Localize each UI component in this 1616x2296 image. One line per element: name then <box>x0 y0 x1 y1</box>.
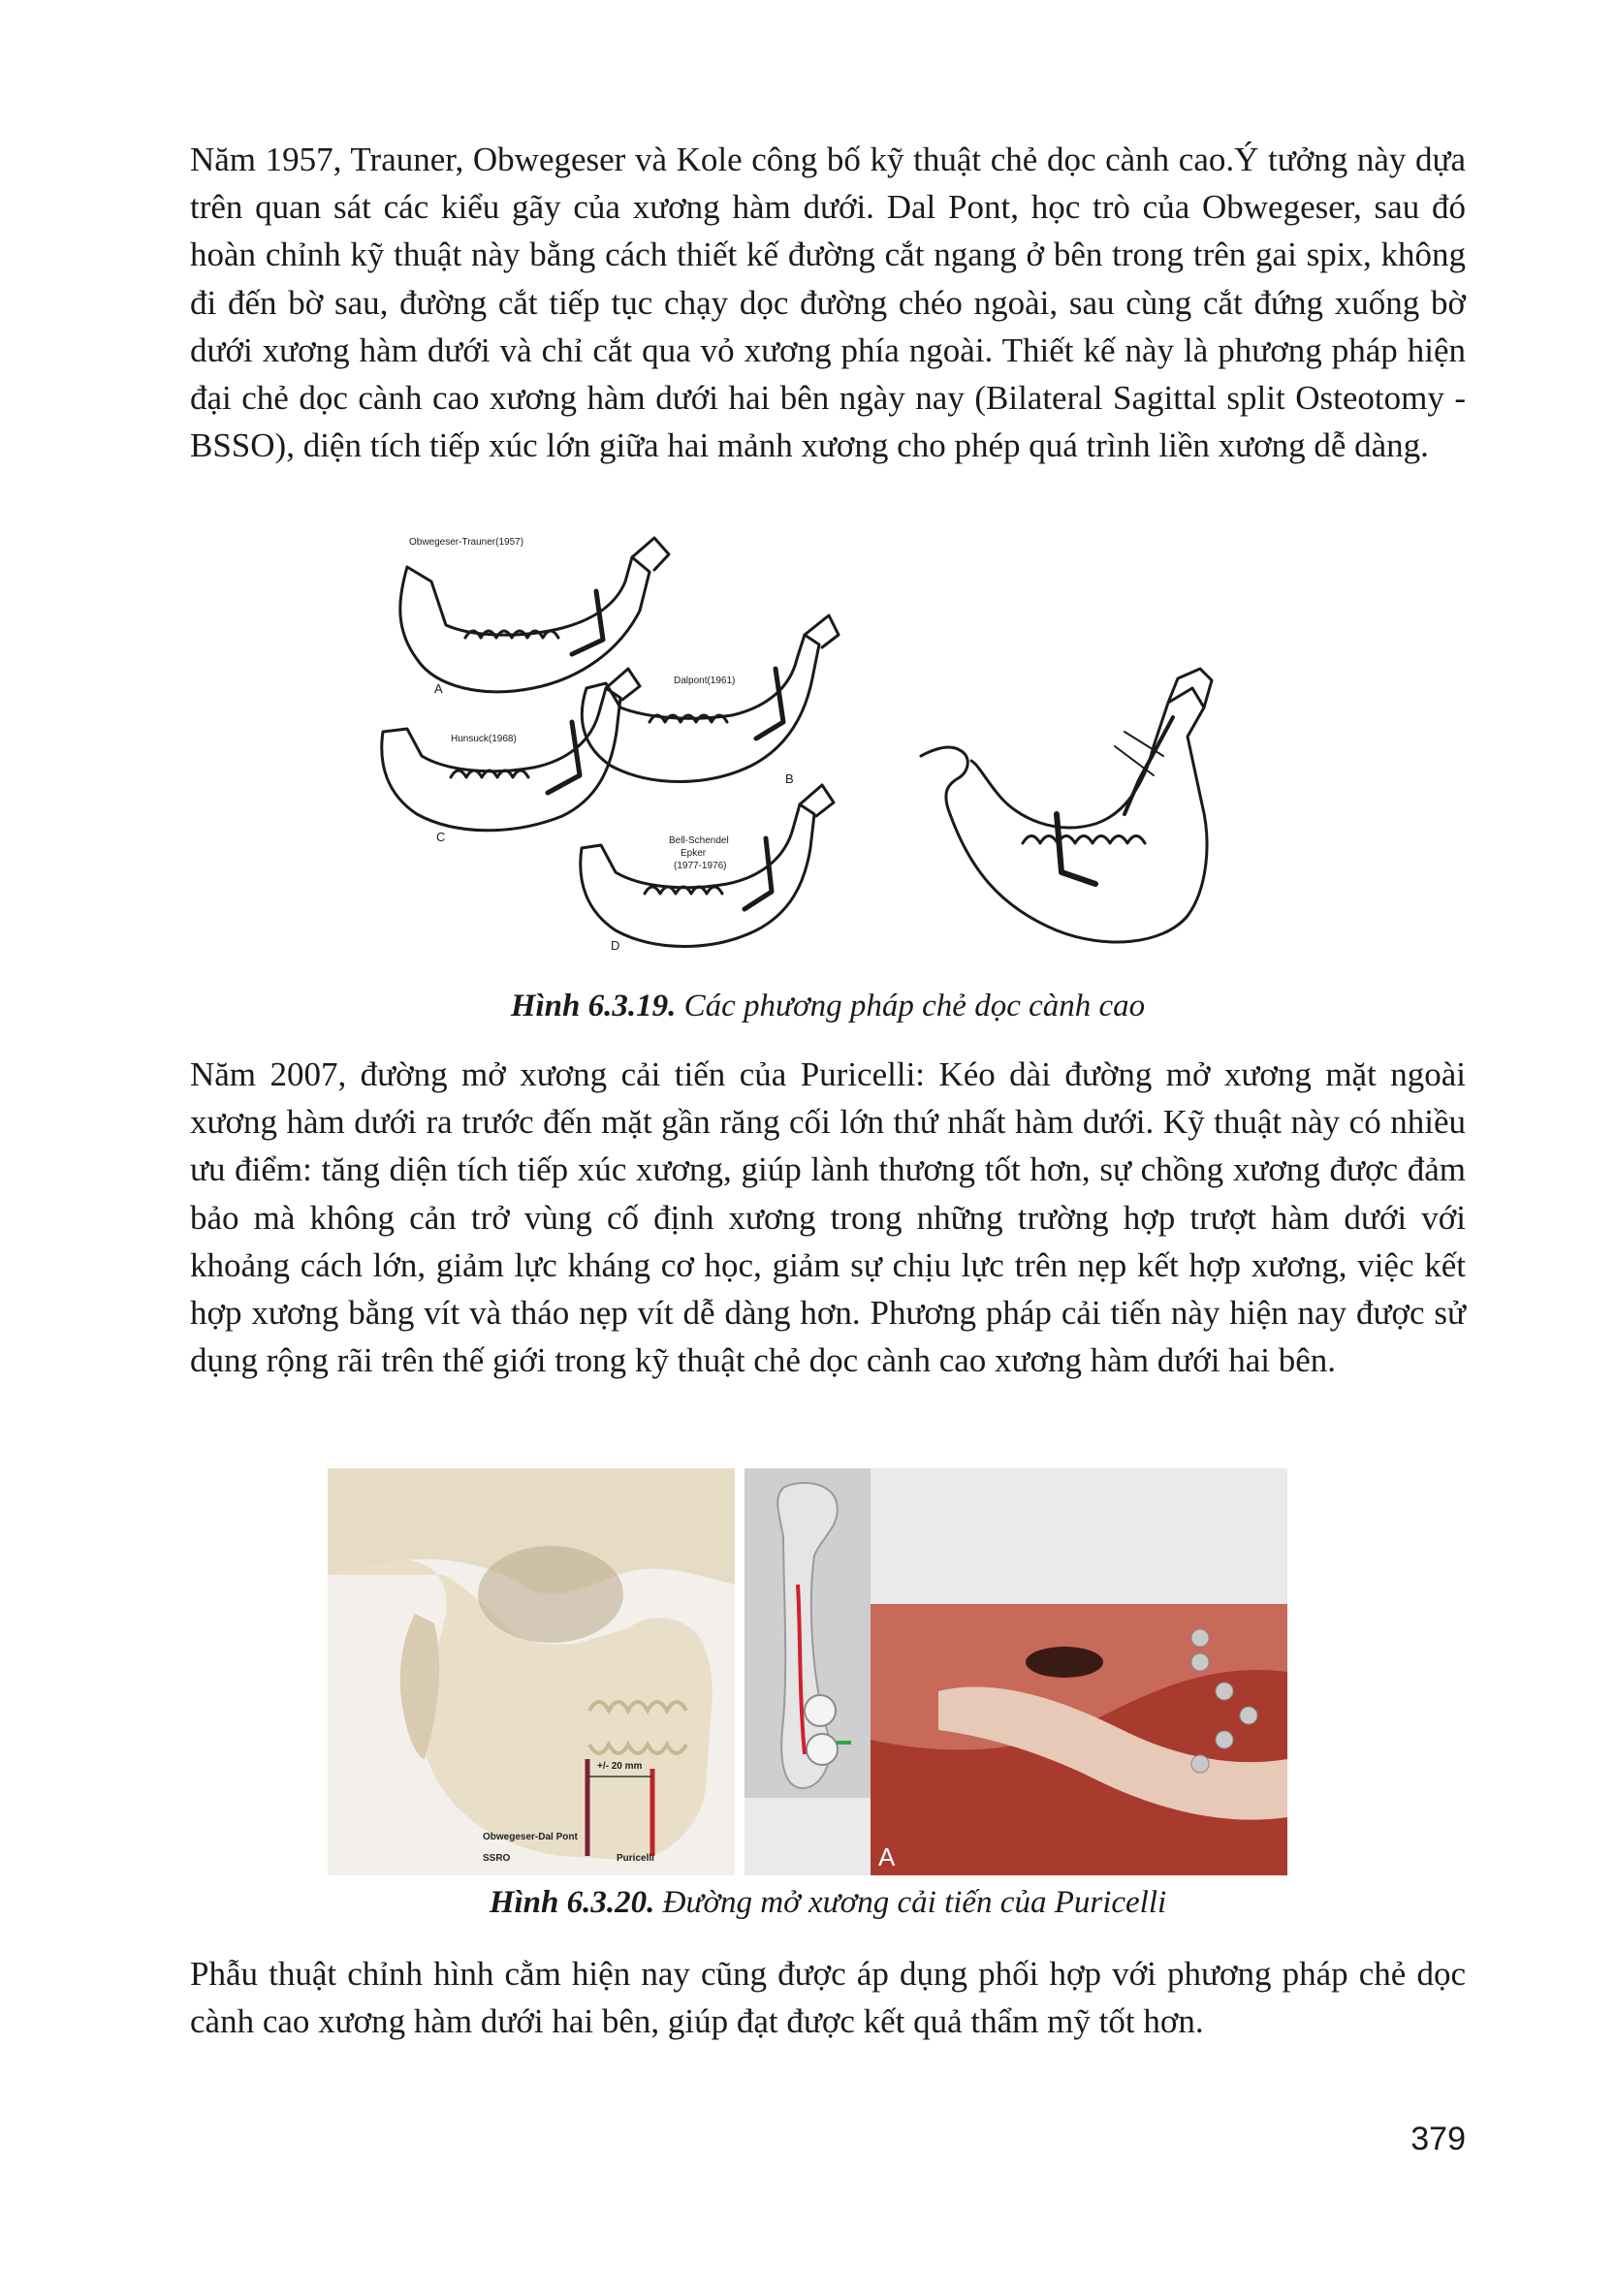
label-panel-a: A <box>878 1842 896 1871</box>
figure-6-3-20-caption <box>190 1885 1466 1921</box>
caption-label: Hình 6.3.19. <box>510 989 677 1023</box>
skull-photo <box>328 1468 735 1875</box>
label-b: B <box>785 771 794 786</box>
label-obwegeser-dalpont: Obwegeser-Dal Pont <box>483 1832 578 1842</box>
mandible-line-drawings <box>378 523 1231 979</box>
caption-text: Các phương pháp chẻ dọc cành cao <box>676 989 1146 1023</box>
caption-text: Đường mở xương cải tiến của Puricelli <box>654 1885 1167 1920</box>
paragraph-genioplasty: Phẫu thuật chỉnh hình cằm hiện nay cũng được áp dụng phối hợp với phương pháp chẻ dọc cành cao xương hàm dưới hai bên, giúp đạt được kết quả thẩm mỹ tốt hơn. <box>190 1955 1466 2041</box>
mandible-drawing-large <box>921 669 1212 942</box>
label-obwegeser-trauner: Obwegeser-Trauner(1957) <box>409 537 524 548</box>
label-hunsuck: Hunsuck(1968) <box>451 734 517 744</box>
label-puricelli: Puricelli <box>617 1853 654 1864</box>
figure-sagittal-split-methods <box>378 523 1231 979</box>
label-c: C <box>436 830 446 844</box>
label-dalpont: Dalpont(1961) <box>674 676 736 686</box>
mandible-drawing-c <box>382 669 640 831</box>
label-bell-1: Bell-Schendel <box>669 835 729 846</box>
label-d: D <box>611 938 620 953</box>
page-number: 379 <box>1410 2121 1466 2157</box>
label-a: A <box>434 681 443 696</box>
xray-surgery-photo <box>745 1468 1287 1875</box>
label-ssro: SSRO <box>483 1853 511 1864</box>
caption-label: Hình 6.3.20. <box>489 1885 655 1920</box>
figure-6-3-19-caption <box>190 989 1466 1024</box>
label-measure: +/- 20 mm <box>597 1761 643 1772</box>
label-bell-3: (1977-1976) <box>674 861 727 871</box>
paragraph-bsso-history: Năm 1957, Trauner, Obwegeser và Kole công bố kỹ thuật chẻ dọc cành cao.Ý tưởng này dựa trên quan sát các kiểu gãy của xương hàm dưới. Dal Pont, học trò của Obwegeser, sau đó hoàn chỉnh kỹ thuật này bằng cách thiết kế đường cắt ngang ở bên trong trên gai spix, không đi đến bờ sau, đường cắt tiếp tục chạy dọc đường chéo ngoài, sau cùng cắt đứng xuống bờ dưới xương hàm dưới và chỉ cắt qua vỏ xương phía ngoài. Thiết kế này là phương pháp hiện đại chẻ dọc cành cao xương hàm dưới hai bên ngày nay (Bilateral Sagittal split Osteotomy - BSSO), diện tích tiếp xúc lớn giữa hai mảnh xương cho phép quá trình liền xương dễ dàng. <box>190 141 1466 465</box>
label-bell-2: Epker <box>681 848 707 859</box>
paragraph-puricelli: Năm 2007, đường mở xương cải tiến của Puricelli: Kéo dài đường mở xương mặt ngoài xương hàm dưới ra trước đến mặt gần răng cối lớn thứ nhất hàm dưới. Kỹ thuật này có nhiều ưu điểm: tăng diện tích tiếp xúc xương, giúp lành thương tốt hơn, sự chồng xương được đảm bảo mà không cản trở vùng cố định xương trong những trường hợp trượt hàm dưới với khoảng cách lớn, giảm lực kháng cơ học, giảm sự chịu lực trên nẹp kết hợp xương, việc kết hợp xương bằng vít và tháo nẹp vít dễ dàng hơn. Phương pháp cải tiến này hiện nay được sử dụng rộng rãi trên thế giới trong kỹ thuật chẻ dọc cành cao xương hàm dưới hai bên. <box>190 1055 1466 1380</box>
